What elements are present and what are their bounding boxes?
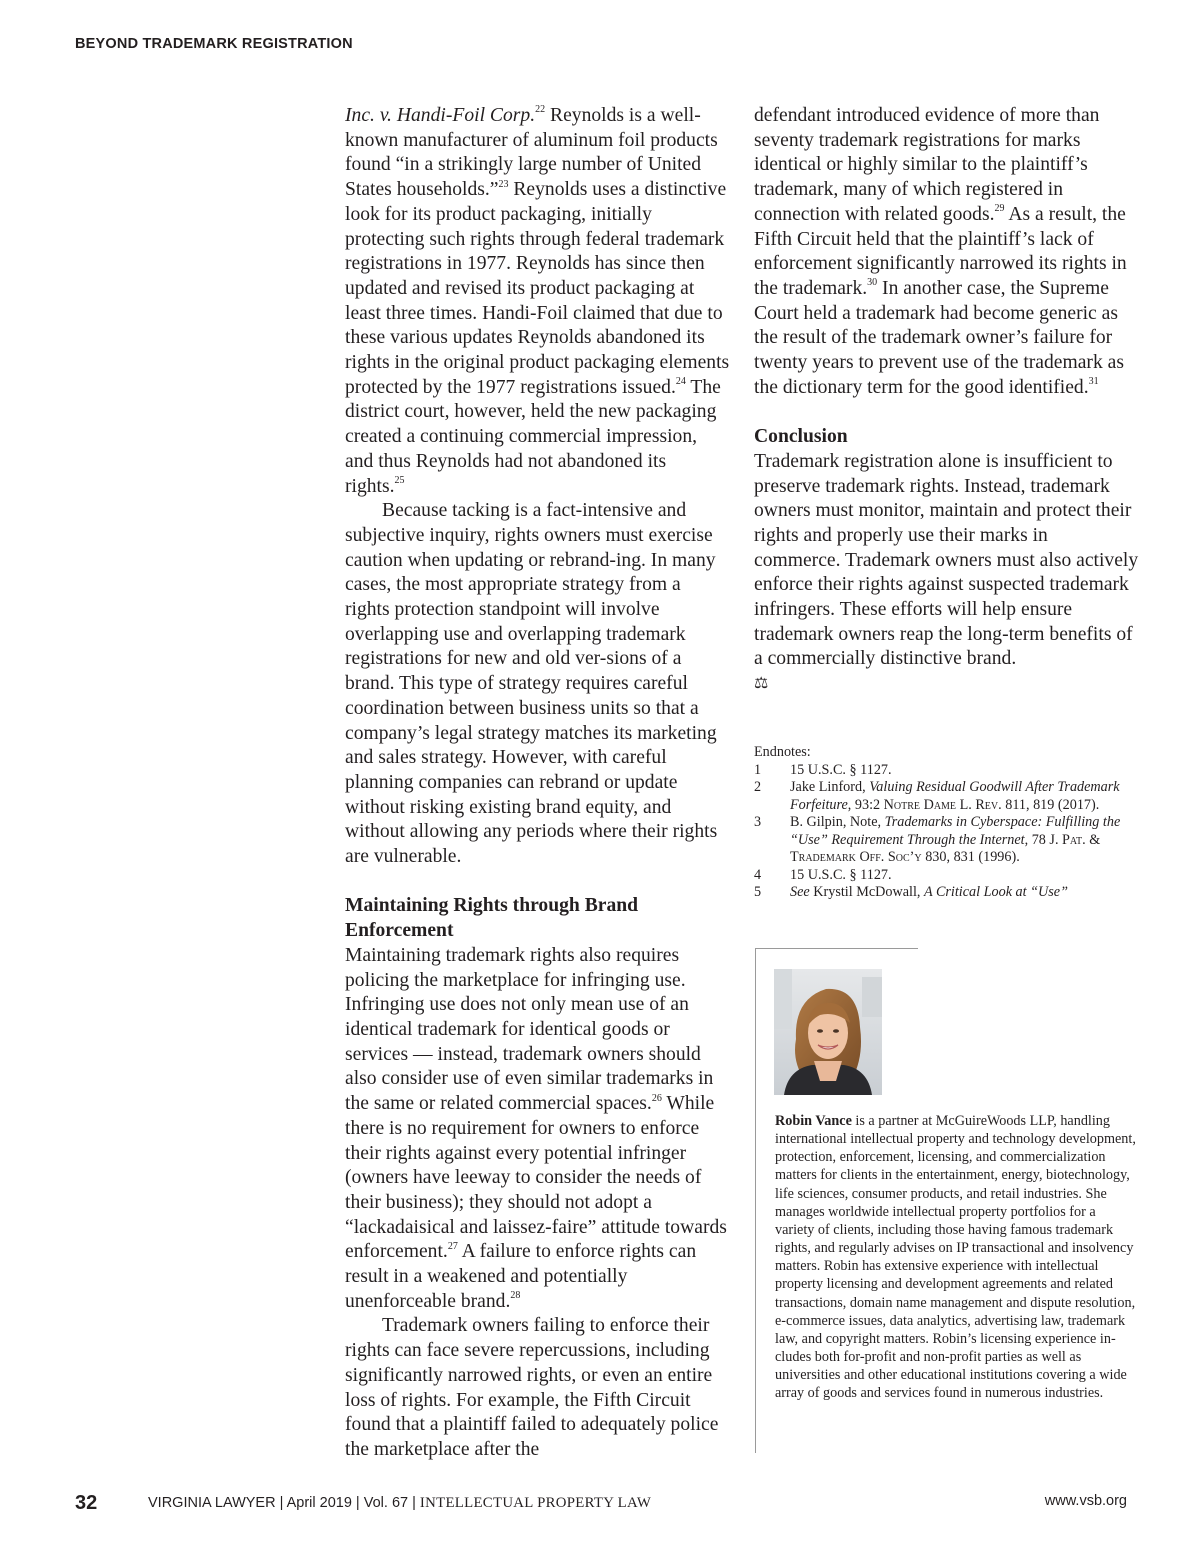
italic-text: Inc. v. Handi-Foil Corp. — [345, 105, 536, 126]
endnote-item: 3 B. Gilpin, Note, Trademarks in Cyberspace: Fulfilling the “Use” Requirement Through the Internet, 78 J. Pat. & Trademark Off. Soc’y 830, 831 (1996). — [754, 814, 1121, 865]
footer-website: www.vsb.org — [1044, 1493, 1127, 1509]
footnote-ref: 26 — [651, 1092, 662, 1104]
footnote-ref: 25 — [394, 475, 405, 487]
scales-end-mark-icon: ⚖ — [754, 675, 769, 693]
endnotes — [754, 744, 1134, 902]
endnote-item: 4 15 U.S.C. § 1127. — [754, 866, 892, 883]
italic-text: Trademarks in Cyberspace: Fulfilling the “Use” Requirement Through the Internet — [790, 814, 1121, 848]
article-column-right — [754, 104, 1139, 696]
paragraph: Inc. v. Handi-Foil Corp.$^{22}$ Reynolds is a well-known manufacturer of aluminum foil products found “in a strikingly large number of United States households.”$^{23}$ Reynolds uses a distinctive look for its product packaging, initially protecting such rights through federal trademark registrations in 1977. Reynolds has since then updated and revised its product packaging at least three times. Handi-Foil claimed that due to these various updates Reynolds abandoned its rights in the original product packaging elements protected by the 1977 registrations issued.$^{24}$ The district court, however, held the new packaging created a continuing commercial impression, and thus Reynolds had not abandoned its rights.$^{25}$ — [345, 104, 730, 497]
italic-text: Valuing Residual Goodwill After Trademark Forfeiture — [790, 779, 1120, 813]
footer-separator: | — [351, 1495, 364, 1511]
footnote-ref: 28 — [510, 1290, 521, 1302]
section-heading: Conclusion — [754, 426, 848, 448]
endnote-item: 5 See Krystil McDowall, A Critical Look at “Use” — [754, 884, 1068, 900]
endnote-number: 4 — [754, 866, 762, 883]
footnote-ref: 24 — [675, 376, 686, 388]
footer-volume: Vol. 67 — [363, 1495, 409, 1511]
footnote-ref: 27 — [447, 1240, 458, 1252]
paragraph: Because tacking is a fact-intensive and subjective inquiry, rights owners must exercise caution when updating or rebrand-ing. In many cases, the most appropriate strategy from a rights protection standpoint will involve overlapping use and overlapping trademark registrations for new and old ver-sions of a brand. This type of strategy requires careful coordination between business units so that a company’s legal strategy matches its marketing and sales strategy. However, with careful planning companies can rebrand or update without risking existing brand equity, and without allowing any periods where their rights are vulnerable. — [345, 500, 718, 868]
footer-separator: | — [275, 1495, 287, 1511]
endnote-number: 2 — [754, 779, 762, 795]
footnote-ref: 29 — [994, 203, 1005, 215]
footer-section: INTELLECTUAL PROPERTY LAW — [419, 1495, 652, 1511]
bio-body: is a partner at McGuireWoods LLP, handling international intellectual property and technology development, protection, enforcement, licensing, and commercialization matters for clients in the entertainment, energy, biotechnology, life sciences, consumer products, and retail industries. She manages worldwide intellectual property portfolios for a variety of clients, including those having famous trademark rights, and regularly advises on IP transactional and insolvency matters. Robin has extensive experience with intellectual property licensing and development agreements and related transactions, domain name management and dispute resolution, e-commerce issues, data analytics, advertising law, trademark law, and copyright matters. Robin’s licensing experience in-cludes both for-profit and non-profit parties as well as universities and other educational institutions covering a wide array of goods and services found in numerous industries. — [775, 1113, 1136, 1402]
footer-publication — [148, 1495, 651, 1512]
endnote-list — [754, 762, 1134, 902]
running-head: BEYOND TRADEMARK REGISTRATION — [75, 36, 353, 52]
footnote-ref: 31 — [1088, 376, 1099, 388]
footer-separator: | — [408, 1495, 420, 1511]
small-caps-text: Pat. & Trademark Off. Soc’y — [790, 831, 1101, 865]
paragraph: defendant introduced evidence of more than seventy trademark registrations for marks identical or highly similar to the plaintiff’s trademark, many of which registered in connection with related goods.$^{29}$ As a result, the Fifth Circuit held that the plaintiff’s lack of enforcement significantly narrowed its rights in the trademark.$^{30}$ In another case, the Supreme Court held a trademark had become generic as the result of the trademark owner’s failure for twenty years to prevent use of the trademark as the dictionary term for the good identified.$^{31}$ — [754, 105, 1127, 398]
endnote-number: 1 — [754, 761, 762, 778]
paragraph: Maintaining trademark rights also requires policing the marketplace for infringing use. Infringing use does not only mean use of an identical trademark for identical goods or services — instead, trademark owners should also consider use of even similar trademarks in the same or related commercial spaces.$^{26}$ While there is no requirement for owners to enforce their rights against every potential infringer (owners have leeway to consider the needs of their business); they should not adopt a “lackadaisical and laissez-faire” attitude towards enforcement.$^{27}$ A failure to enforce rights can result in a weakened and potentially unenforceable brand.$^{28}$ — [345, 944, 727, 1312]
small-caps-text: Notre Dame L. Rev. — [883, 796, 1002, 813]
endnote-number: 3 — [754, 814, 762, 830]
endnotes-label: Endnotes: — [754, 744, 811, 760]
page-number: 32 — [75, 1492, 98, 1514]
endnote-item: 2 Jake Linford, Valuing Residual Goodwill After Trademark Forfeiture, 93:2 Notre Dame L. Rev. 811, 819 (2017). — [754, 779, 1120, 813]
footnote-ref: 30 — [867, 277, 878, 289]
bio-box-rule — [755, 948, 918, 949]
footnote-ref: 22 — [535, 104, 546, 116]
footer-magazine: VIRGINIA LAWYER — [148, 1495, 276, 1511]
footnote-ref: 23 — [498, 178, 509, 190]
paragraph: Trademark owners failing to enforce their rights can face severe repercussions, including significantly narrowed rights, or even an entire loss of rights. For example, the Fifth Circuit found that a plaintiff failed to adequately police the marketplace after the — [345, 1315, 719, 1460]
author-bio — [775, 1112, 1137, 1403]
author-name: Robin Vance — [775, 1113, 852, 1129]
author-photo — [774, 969, 882, 1095]
endnote-item: 1 15 U.S.C. § 1127. — [754, 761, 892, 778]
bio-box-rule — [755, 948, 756, 1453]
article-column-left — [345, 104, 730, 1463]
italic-text: See — [790, 884, 810, 900]
footer-date: April 2019 — [286, 1495, 352, 1511]
bio-text — [775, 1112, 1137, 1403]
section-heading: Maintaining Rights through Brand Enforcement — [345, 895, 639, 942]
italic-text: A Critical Look at “Use” — [923, 884, 1068, 900]
endnote-number: 5 — [754, 884, 762, 900]
paragraph: Trademark registration alone is insufficient to preserve trademark rights. Instead, trademark owners must monitor, maintain and protect their rights and properly use their marks in commerce. Trademark owners must also actively enforce their rights against suspected trademark infringers. These efforts will help ensure trademark owners reap the long-term benefits of a commercially distinctive brand. — [754, 450, 1139, 670]
